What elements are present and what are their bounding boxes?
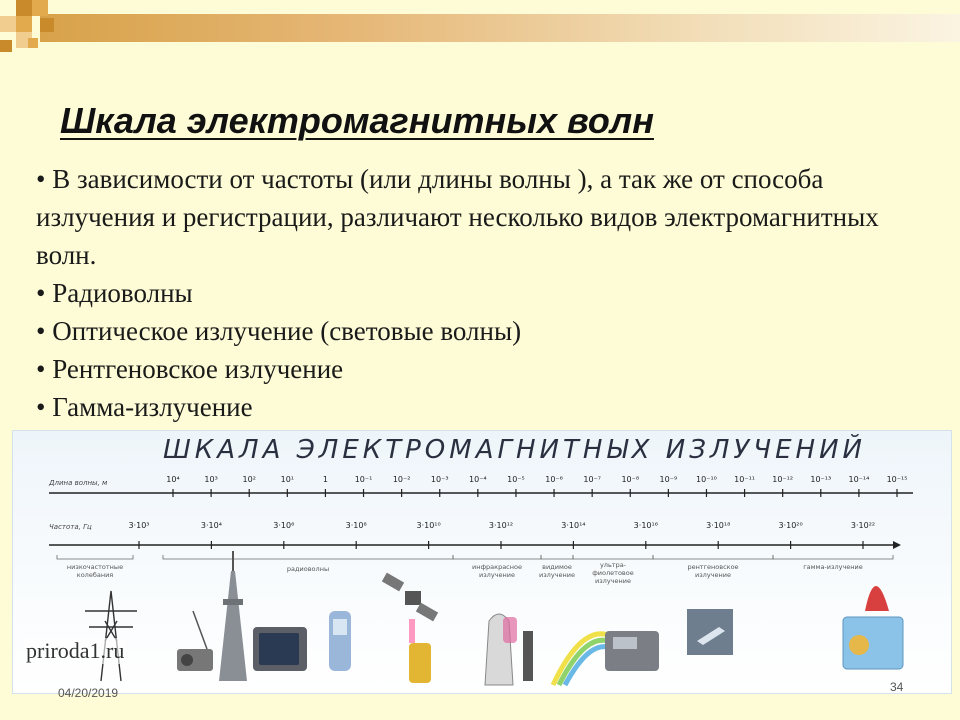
frequency-tick-label: 3·10¹⁶ <box>633 521 658 530</box>
slide-date: 04/20/2019 <box>58 686 119 700</box>
frequency-tick-label: 3·10²² <box>850 521 876 530</box>
wavelength-tick-label: 10⁻¹² <box>772 475 794 484</box>
frequency-tick-label: 3·10¹⁸ <box>706 521 731 530</box>
wavelength-tick-label: 10² <box>242 475 256 484</box>
bullet-optical: • Оптическое излучение (световые волны) <box>36 316 522 346</box>
frequency-tick-label: 3·10²⁰ <box>778 521 803 530</box>
wavelength-tick-label: 10⁻¹³ <box>810 475 832 484</box>
wavelength-row-label: Длина волны, м <box>49 479 108 487</box>
slide-body <box>36 160 916 426</box>
frequency-tick-label: 3·10¹² <box>488 521 514 530</box>
em-spectrum-figure <box>12 430 952 694</box>
iron-icon <box>485 614 517 685</box>
frequency-tick-label: 3·10⁴ <box>200 521 222 530</box>
band-xray: рентгеновское излучение <box>687 563 739 579</box>
wavelength-tick-label: 10⁻⁸ <box>621 475 640 484</box>
wavelength-tick-label: 10⁻² <box>392 475 411 484</box>
bullet-intro: • В зависимости от частоты (или длины волны ), а так же от способа излучения и регистрации, различают несколько видов электромагнитных волн. <box>36 164 879 270</box>
source-watermark: priroda1.ru <box>26 638 125 663</box>
wavelength-tick-label: 10⁻³ <box>430 475 449 484</box>
band-gamma: гамма-излучение <box>803 563 863 571</box>
rainbow-icon <box>553 634 613 685</box>
wavelength-tick-label: 10⁻¹⁰ <box>696 475 717 484</box>
mobile-phone-icon <box>329 611 351 671</box>
wavelength-tick-label: 10⁻¹ <box>354 475 373 484</box>
wavelength-tick-label: 10⁻⁹ <box>659 475 678 484</box>
laser-beam-icon <box>409 619 431 683</box>
power-tower-icon <box>85 591 137 681</box>
wavelength-tick-label: 10⁻¹⁵ <box>886 475 908 484</box>
wavelength-tick-label: 10⁻¹¹ <box>734 475 755 484</box>
television-icon <box>253 627 307 671</box>
frequency-tick-label: 3·10¹⁰ <box>416 521 441 530</box>
frequency-tick-label: 3·10¹⁴ <box>561 521 586 530</box>
wavelength-tick-label: 1 <box>322 475 328 484</box>
radiation-hazard-icon <box>843 586 903 669</box>
frequency-row-label: Частота, Гц <box>49 523 92 531</box>
band-visible: видимое излучение <box>539 563 575 579</box>
wavelength-tick-label: 10³ <box>204 475 218 484</box>
wavelength-tick-label: 10⁻⁶ <box>545 475 563 484</box>
wavelength-tick-label: 10¹ <box>280 475 295 484</box>
radio-icon <box>177 611 213 671</box>
frequency-tick-label: 3·10³ <box>128 521 150 530</box>
tv-tower-icon <box>219 551 247 681</box>
cash-register-icon <box>605 631 659 671</box>
wavelength-tick-label: 10⁻⁵ <box>507 475 525 484</box>
slide-page-number: 34 <box>890 680 904 694</box>
frequency-tick-label: 3·10⁸ <box>345 521 367 530</box>
bullet-xray: • Рентгеновское излучение <box>36 354 344 384</box>
figure-title: ШКАЛА ЭЛЕКТРОМАГНИТНЫХ ИЗЛУЧЕНИЙ <box>163 435 866 465</box>
satellite-icon <box>382 573 438 622</box>
bullet-gamma: • Гамма-излучение <box>36 392 253 422</box>
xray-hand-icon <box>687 609 733 655</box>
band-ultraviolet: ультра-фиолетовое излучение <box>592 561 634 585</box>
wavelength-tick-label: 10⁻⁷ <box>583 475 601 484</box>
wavelength-tick-label: 10⁻¹⁴ <box>848 475 870 484</box>
wavelength-tick-label: 10⁴ <box>166 475 180 484</box>
wavelength-tick-label: 10⁻⁴ <box>469 475 487 484</box>
lamp-icon <box>523 631 533 681</box>
frequency-tick-label: 3·10⁶ <box>273 521 295 530</box>
band-infrared: инфракрасное излучение <box>472 563 522 579</box>
header-gradient-bar <box>40 14 960 42</box>
slide-title: Шкала электромагнитных волн <box>60 100 654 141</box>
band-radio: радиоволны <box>286 565 330 573</box>
bullet-radio: • Радиоволны <box>36 278 193 308</box>
scale-axes <box>13 431 951 693</box>
band-low-frequency: низкочастотные колебания <box>66 563 124 579</box>
